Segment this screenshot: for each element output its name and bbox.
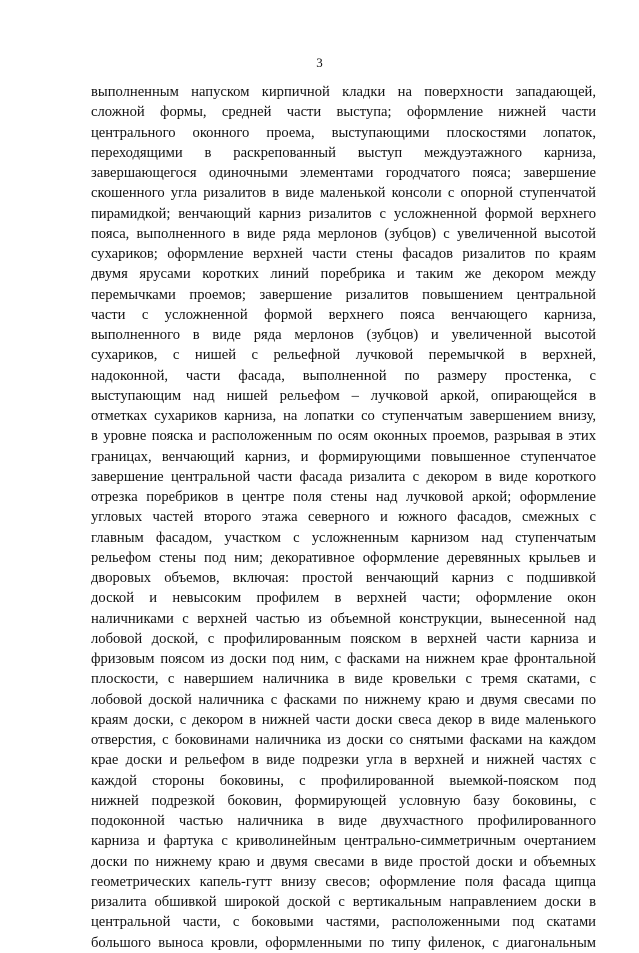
text-line: отрезка поребриков в центре поля стены над лучковой аркой; оформление	[91, 489, 596, 505]
text-line: выполненного в виде ряда мерлонов (зубцов) и увеличенной высотой	[91, 327, 596, 343]
text-line: наличниками с верхней частью из объемной конструкции, вынесенной над	[91, 610, 596, 627]
text-line: рельефом стены под ним; декоративное оформление деревянных крыльев и	[91, 549, 596, 566]
text-line: главным фасадом, участком с усложненным карнизом над ступенчатым	[91, 529, 596, 546]
text-line: геометрических капель-гутт внизу свесов; оформление поля фасада щипца	[91, 873, 596, 890]
text-line: нижней подрезкой боковин, формирующей условную базу боковины, с	[91, 792, 596, 809]
text-line: отметках сухариков карниза, на лопатки со ступенчатым завершением внизу,	[91, 408, 596, 424]
text-line: границах, венчающий карниз, и формирующими повышенное ступенчатое	[91, 448, 596, 465]
text-line: большого выноса кровли, оформленными по типу филенок, с диагональным	[91, 934, 596, 951]
text-line: карниза и фартука с криволинейным центрально-симметричным очертанием	[91, 833, 596, 850]
text-line: перемычками проемов; завершение ризалитов повышением центральной	[91, 286, 596, 303]
text-line: дворовых объемов, включая: простой венчающий карниз с подшивкой	[91, 570, 596, 586]
body-text	[91, 82, 596, 953]
text-line: завершение центральной части фасада ризалита с декором в виде короткого	[91, 468, 596, 485]
text-line: подоконной частью наличника в виде двухчастного профилированного	[91, 813, 596, 829]
text-line: доской и невысоким профилем в верхней части; оформление окон	[91, 590, 596, 607]
text-line: фризовым поясом из доски под ним, с фасками на нижнем крае фронтальной	[91, 651, 596, 667]
text-line: переходящими в раскрепованный выступ междуэтажного карниза,	[91, 144, 596, 161]
text-line: отверстия, с боковинами наличника из доски со снятыми фасками на каждом	[91, 732, 596, 748]
text-line: скошенного угла ризалитов в виде маленькой консоли с опорной ступенчатой	[91, 185, 596, 202]
text-line: лобовой доской, с профилированным пояском в верхней части карниза и	[91, 630, 596, 647]
text-line: лобовой доской наличника с фасками по нижнему краю и двумя свесами по	[91, 691, 596, 708]
text-line: ризалита обшивкой широкой доской с вертикальным направлением доски в	[91, 894, 596, 910]
text-line: части с усложненной формой верхнего пояса венчающего карниза,	[91, 306, 596, 323]
text-line: сложной формы, средней части выступа; оформление нижней части	[91, 104, 596, 121]
text-line: пояса, выполненного в виде ряда мерлонов (зубцов) с увеличенной высотой	[91, 225, 596, 242]
text-line: доски по нижнему краю и двумя свесами в виде простой доски и объемных	[91, 853, 596, 870]
text-line: завершающегося одиночными элементами городчатого пояса; завершение	[91, 165, 596, 181]
text-line: двумя ярусами коротких линий поребрика и таким же декором между	[91, 266, 596, 283]
text-line: краям доски, с декором в нижней части доски свеса декор в виде маленького	[91, 711, 596, 728]
text-line: сухариков, с нишей с рельефной лучковой перемычкой в верхней,	[91, 347, 596, 364]
text-line: в уровне пояска и расположенным по осям оконных проемов, разрывая в этих	[91, 428, 596, 445]
text-line: центральной части, с боковыми частями, расположенными под скатами	[91, 914, 596, 931]
text-line: плоскости, с навершием наличника в виде кровельки с тремя скатами, с	[91, 671, 596, 688]
text-line: выступающим над нишей рельефом – лучковой аркой, опирающейся в	[91, 387, 596, 404]
text-line: надоконной, части фасада, выполненной по размеру простенка, с	[91, 367, 596, 384]
text-line: крае доски и рельефом в виде подрезки угла в верхней и нижней частях с	[91, 752, 596, 769]
text-line: центрального оконного проема, выступающими плоскостями лопаток,	[91, 124, 596, 141]
text-line: пирамидкой; венчающий карниз ризалитов с усложненной формой верхнего	[91, 205, 596, 222]
text-line: угловых частей второго этажа северного и южного фасадов, смежных с	[91, 509, 596, 526]
page-number: 3	[316, 55, 323, 70]
text-line: выполненным напуском кирпичной кладки на поверхности западающей,	[91, 84, 596, 100]
text-line: сухариков; оформление верхней части стены фасадов ризалитов по краям	[91, 246, 596, 262]
text-line: каждой стороны боковины, с профилированной выемкой-пояском под	[91, 772, 596, 789]
